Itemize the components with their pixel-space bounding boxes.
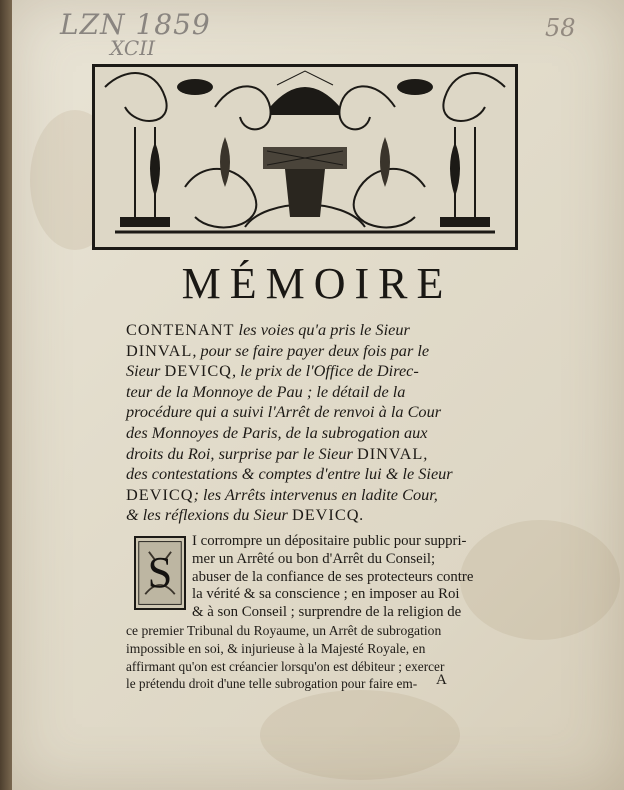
summary-line xyxy=(126,361,516,382)
summary-line xyxy=(126,444,516,465)
summary-text: . xyxy=(359,505,364,525)
small-caps-word: DINVAL xyxy=(356,443,424,463)
small-caps-word: CONTENANT xyxy=(126,320,235,339)
body-line: impossible en soi, & injurieuse à la Majesté Royale, en xyxy=(126,640,426,656)
body-line: mer un Arrêté ou bon d'Arrêt du Conseil; xyxy=(192,550,436,567)
small-caps-word: DEVICQ xyxy=(126,484,194,504)
drop-cap-letter: S xyxy=(147,547,173,597)
body-line: affirmant qu'on est créancier lorsqu'on est débiteur ; exercer xyxy=(126,658,445,674)
handwritten-corner-number: 58 xyxy=(545,14,576,42)
paper-stain xyxy=(260,690,460,780)
summary-text: ; les Arrêts intervenus en ladite Cour, xyxy=(193,484,438,504)
page-binding-edge xyxy=(0,0,12,790)
summary-line: des contestations & comptes d'entre lui & le Sieur xyxy=(126,464,453,484)
body-line: abuser de la confiance de ses protecteurs contre xyxy=(192,568,474,585)
body-line: ce premier Tribunal du Royaume, un Arrêt de subrogation xyxy=(126,622,442,638)
body-line: I corrompre un dépositaire public pour suppri- xyxy=(192,533,467,549)
small-caps-word: DEVICQ xyxy=(291,505,360,525)
signature-mark: A xyxy=(436,672,447,688)
summary-text: droits du Roi, surprise par le Sieur xyxy=(126,443,357,463)
document-title-text: MÉMOIRE xyxy=(181,259,453,308)
document-title xyxy=(0,258,624,309)
ornamental-headpiece xyxy=(92,64,518,250)
summary-paragraph xyxy=(126,320,516,526)
summary-line: des Monnoyes de Paris, de la subrogation aux xyxy=(126,422,428,442)
body-line: le prétendu droit d'une telle subrogation pour faire em- xyxy=(126,676,418,692)
summary-line xyxy=(126,485,516,506)
summary-line xyxy=(126,341,516,362)
ornament-engraving xyxy=(95,67,515,247)
small-caps-word: DEVICQ xyxy=(164,361,232,381)
summary-text: les voies qu'a pris le Sieur xyxy=(234,320,410,339)
summary-line xyxy=(126,505,516,526)
summary-line xyxy=(126,320,516,341)
body-paragraph xyxy=(126,533,522,693)
summary-text: & les réflexions du Sieur xyxy=(126,505,292,525)
handwritten-shelfmark: LZN 1859 xyxy=(60,8,211,41)
body-line: la vérité & sa conscience ; en imposer au Roi xyxy=(192,586,460,603)
handwritten-shelfmark-roman: XCII xyxy=(110,36,155,60)
summary-text: Sieur xyxy=(126,361,165,381)
body-line: & à son Conseil ; surprendre de la religion de xyxy=(192,604,462,621)
summary-line: procédure qui a suivi l'Arrêt de renvoi à la Cour xyxy=(126,402,442,422)
summary-text: , xyxy=(423,443,428,463)
small-caps-word: DINVAL xyxy=(126,340,193,360)
summary-text: , le prix de l'Office de Direc- xyxy=(231,361,419,381)
summary-line: teur de la Monnoye de Pau ; le détail de la xyxy=(126,381,406,401)
summary-text: , pour se faire payer deux fois par le xyxy=(192,340,430,360)
